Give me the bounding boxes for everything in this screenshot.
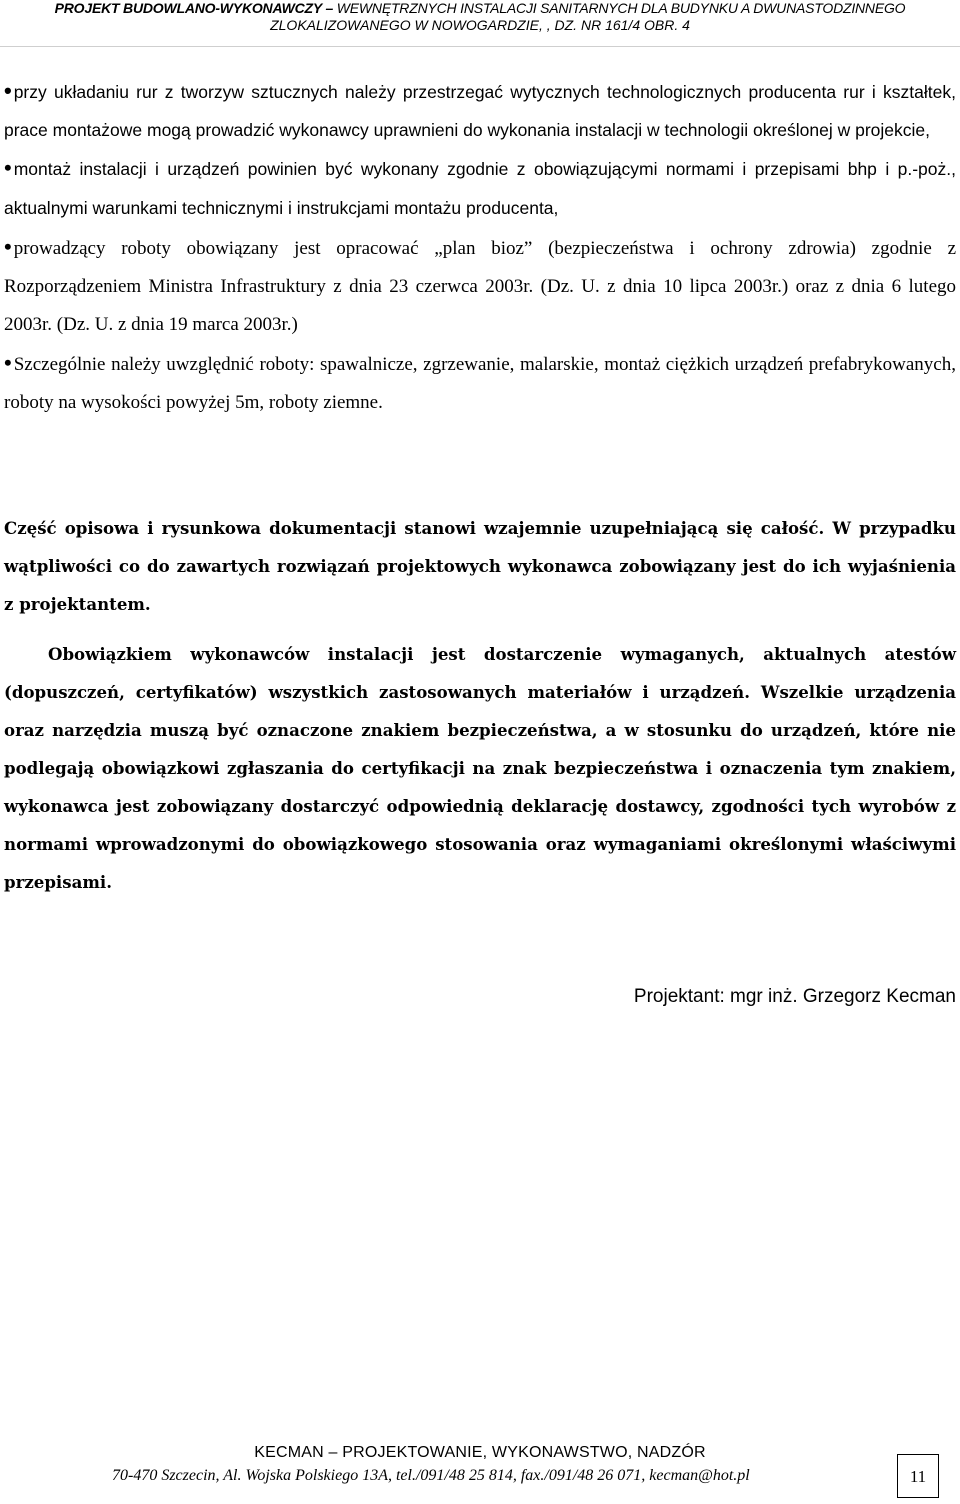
page-header — [0, 0, 960, 34]
bullet-text-part: montaż instalacji i urządzeń powinien być wykonany zgodnie z obowiązującymi normami i przepisami bhp i p.-poż. — [13, 159, 952, 179]
designer-signature: Projektant: mgr inż. Grzegorz Kecman — [633, 986, 956, 1007]
paragraph-documentation: Część opisowa i rysunkowa dokumentacji stanowi wzajemnie uzupełniającą się całość. W przypadku wątpliwości co do zawartych rozwiązań projektowych wykonawca zobowiązany jest do ich wyjaśnienia z projektantem. — [4, 518, 956, 614]
bullet-item — [4, 149, 956, 228]
footer-address: 70-470 Szczecin, Al. Wojska Polskiego 13A, tel./091/48 25 814, fax./091/48 26 071, kecman@hot.pl — [112, 1467, 750, 1484]
header-divider — [0, 46, 960, 47]
header-rest-line-1: WEWNĘTRZNYCH INSTALACJI SANITARNYCH DLA BUDYNKU A DWUNASTODZINNEGO — [333, 0, 906, 16]
bullet-item: • przy układaniu rur z tworzyw sztucznych należy przestrzegać wytycznych technologicznych producenta rur i kształtek, prace montażowe mogą prowadzić wykonawcy uprawnieni do wykonania instalacji w technologii określonej w projekcie, — [4, 72, 956, 149]
bullet-text-part: , aktualnymi warunkami technicznymi i instrukcjami montażu producenta, — [4, 159, 956, 218]
footer-company: KECMAN – PROJEKTOWANIE, WYKONAWSTWO, NADZÓR — [254, 1444, 706, 1461]
bullet-item: • prowadzący roboty obowiązany jest opracować „plan bioz” (bezpieczeństwa i ochrony zdrowia) zgodnie z Rozporządzeniem Ministra Infrastruktury z dnia 23 czerwca 2003r. (Dz. U. z dnia 10 lipca 2003r.) oraz z dnia 6 lutego 2003r. (Dz. U. z dnia 19 marca 2003r.) — [4, 228, 956, 344]
page-number: 11 — [897, 1454, 939, 1498]
header-line-2: ZLOKALIZOWANEGO W NOWOGARDZIE, , DZ. NR 161/4 OBR. 4 — [270, 17, 690, 33]
bullet-list — [4, 72, 956, 422]
paragraph-obligations: Obowiązkiem wykonawców instalacji jest dostarczenie wymaganych, aktualnych atestów (dopuszczeń, certyfikatów) wszystkich zastosowanych materiałów i urządzeń. Wszelkie urządzenia oraz narzędzia muszą być oznaczone znakiem bezpieczeństwa, a w stosunku do urządzeń, które nie podlegają obowiązkowi zgłaszania do certyfikacji na znak bezpieczeństwa i oznaczenia tym znakiem, wykonawca jest zobowiązany dostarczyć odpowiednią deklarację dostawcy, zgodności tych wyrobów z normami wprowadzonymi do obowiązkowego stosowania oraz wymaganiami określonymi właściwymi przepisami. — [4, 644, 956, 892]
header-line-1 — [0, 0, 960, 17]
bullet-item: • Szczególnie należy uwzględnić roboty: spawalnicze, zgrzewanie, malarskie, montaż ciężkich urządzeń prefabrykowanych, roboty na wysokości powyżej 5m, roboty ziemne. — [4, 344, 956, 422]
header-bold-part: PROJEKT BUDOWLANO-WYKONAWCZY – — [54, 0, 334, 16]
